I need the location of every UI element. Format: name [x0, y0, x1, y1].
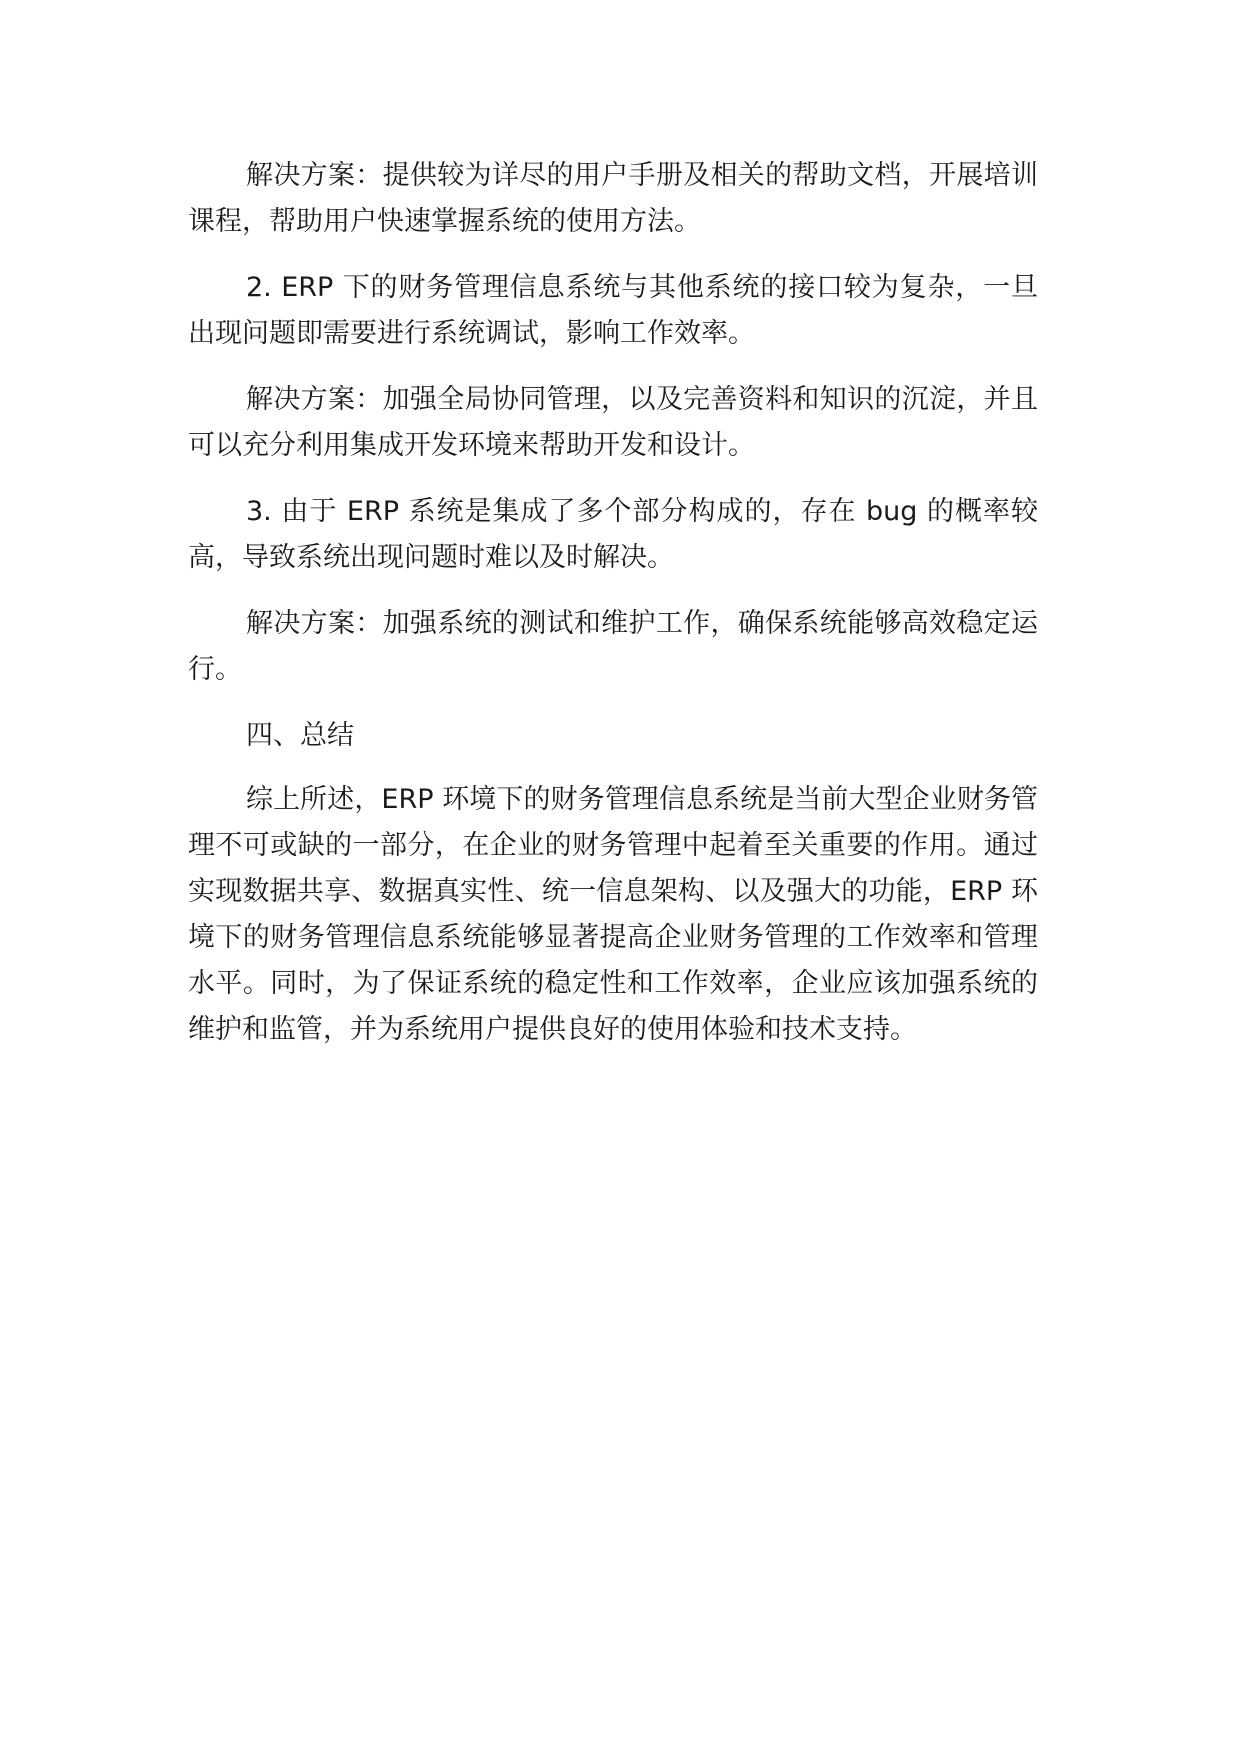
section-heading-summary: 四、总结 — [246, 720, 354, 751]
paragraph-solution-2: 解决方案：加强全局协同管理，以及完善资料和知识的沉淀，并且可以充分利用集成开发环境来帮助开发和设计。 — [188, 384, 1038, 461]
paragraph-solution-1: 解决方案：提供较为详尽的用户手册及相关的帮助文档，开展培训课程，帮助用户快速掌握系统的使用方法。 — [188, 160, 1038, 237]
paragraph-issue-2: 2. ERP 下的财务管理信息系统与其他系统的接口较为复杂，一旦出现问题即需要进行系统调试，影响工作效率。 — [188, 272, 1038, 349]
paragraph-solution-3: 解决方案：加强系统的测试和维护工作，确保系统能够高效稳定运行。 — [188, 608, 1038, 685]
document-body — [188, 153, 1038, 1073]
paragraph-issue-3: 3. 由于 ERP 系统是集成了多个部分构成的，存在 bug 的概率较高，导致系统出现问题时难以及时解决。 — [188, 496, 1038, 573]
paragraph-summary: 综上所述，ERP 环境下的财务管理信息系统是当前大型企业财务管理不可或缺的一部分，在企业的财务管理中起着至关重要的作用。通过实现数据共享、数据真实性、统一信息架构、以及强大的功能，ERP 环境下的财务管理信息系统能够显著提高企业财务管理的工作效率和管理水平。同时，为了保证系统的稳定性和工作效率，企业应该加强系统的维护和监管，并为系统用户提供良好的使用体验和技术支持。 — [188, 784, 1038, 1045]
